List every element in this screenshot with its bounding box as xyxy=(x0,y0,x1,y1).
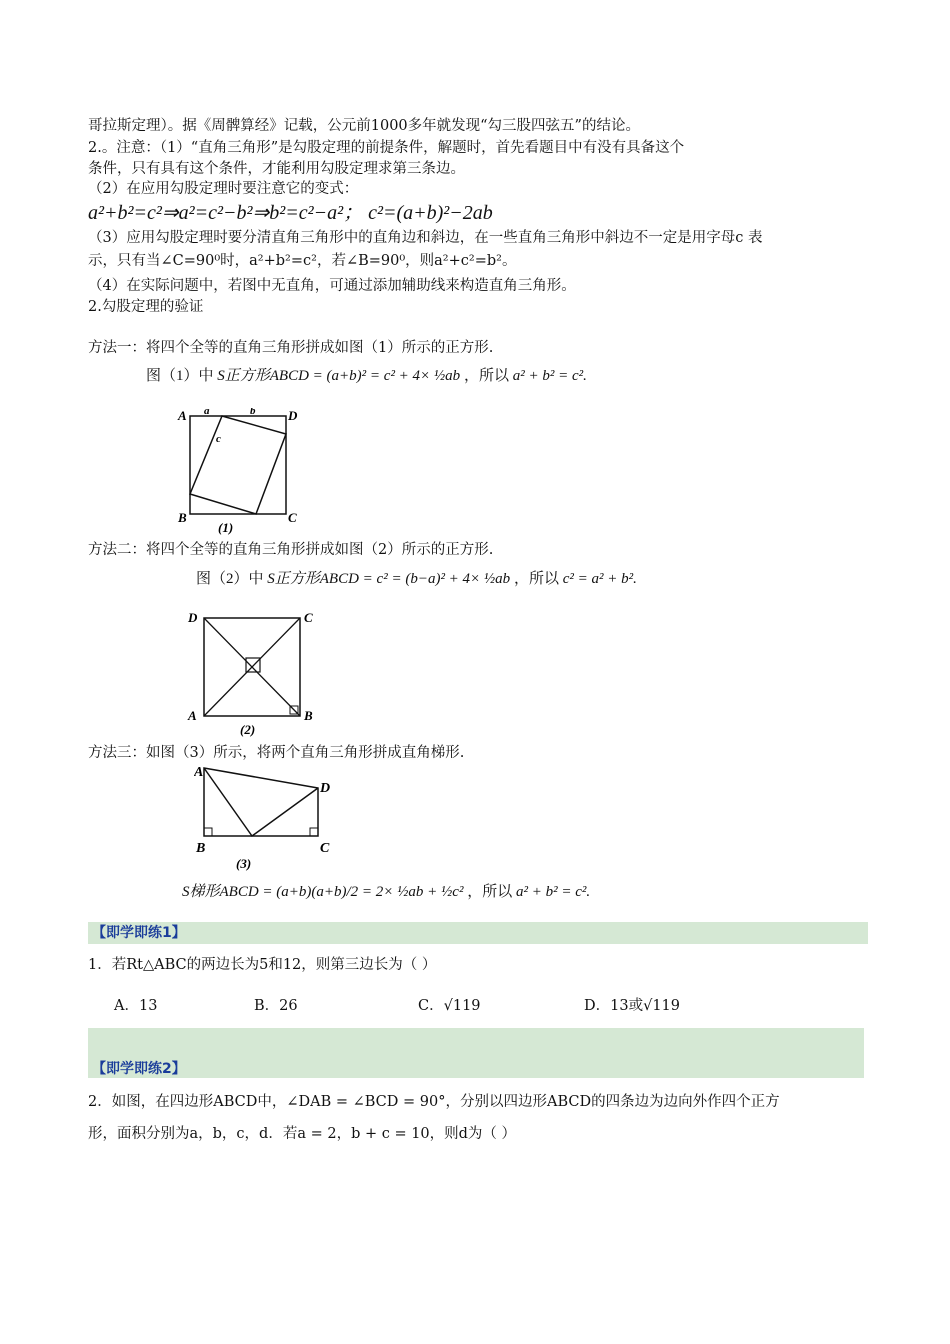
figure-2-label-A: A xyxy=(188,708,197,723)
intro-line-8: （4）在实际问题中，若图中无直角，可通过添加辅助线来构造直角三角形。 xyxy=(88,278,576,294)
figure-1-label-B: B xyxy=(178,510,187,525)
figure-2-caption: (2) xyxy=(240,722,256,737)
method1-formula-prefix: 图（1）中 xyxy=(146,368,214,384)
method2-text: 方法二：将四个全等的直角三角形拼成如图（2）所示的正方形. xyxy=(88,542,494,558)
option-b-letter: B． xyxy=(254,998,280,1014)
intro-line-4: （2）在应用勾股定理时要注意它的变式： xyxy=(88,181,359,197)
option-b-value: 26 xyxy=(279,998,298,1014)
figure-3 xyxy=(194,764,344,872)
practice2-band-label: 【即学即练2】 xyxy=(92,1061,186,1077)
figure-1-inner-square xyxy=(190,416,286,514)
method3-formula-main: S梯形ABCD = (a+b)(a+b)/2 = 2× ½ab + ½c² xyxy=(182,884,464,900)
intro-line-1: 哥拉斯定理）。据《周髀算经》记载，公元前1000多年就发现“勾三股四弦五”的结论。 xyxy=(88,118,640,134)
figure-3-label-C: C xyxy=(320,841,330,856)
figure-3-label-D: D xyxy=(320,781,331,796)
practice2-line-1: 2．如图，在四边形ABCD中，∠DAB = ∠BCD = 90°，分别以四边形ABCD的四条边为边向外作四个正方 xyxy=(88,1094,780,1110)
practice1-band: 【即学即练1】 xyxy=(88,922,868,944)
figure-2-label-D: D xyxy=(188,610,198,625)
practice1-option-a[interactable] xyxy=(114,994,157,1015)
figure-2-label-C: C xyxy=(304,610,313,625)
figure-1-caption: (1) xyxy=(218,520,234,535)
method1-formula-suffix: ，所以 xyxy=(463,368,509,384)
section-title-verification: 2.勾股定理的验证 xyxy=(88,299,204,315)
figure-1-hyp-c: c xyxy=(216,433,221,445)
figure-1-side-b: b xyxy=(250,408,256,417)
option-d-letter: D． xyxy=(584,998,611,1014)
option-a-letter: A． xyxy=(114,998,139,1014)
figure-3-right-angle-c xyxy=(310,828,318,836)
practice1-option-b[interactable] xyxy=(254,994,298,1015)
figure-1-side-a: a xyxy=(204,408,210,417)
method1-formula xyxy=(146,364,587,385)
practice1-question: 1．若Rt△ABC的两边长为5和12，则第三边长为（ ） xyxy=(88,957,437,973)
figure-1-label-A: A xyxy=(178,408,187,423)
practice2-band xyxy=(88,1028,864,1078)
variant-formula: a²+b²=c²⇒a²=c²−b²⇒b²=c²−a²； c²=(a+b)²−2ab xyxy=(88,202,493,224)
figure-1-label-C: C xyxy=(288,510,297,525)
figure-3-right-angle-b xyxy=(204,828,212,836)
practice2-line-2: 形，面积分别为a，b，c，d．若a = 2，b + c = 10，则d为（ ） xyxy=(88,1126,517,1142)
figure-2-label-B: B xyxy=(304,708,313,723)
figure-3-caption: (3) xyxy=(236,856,252,871)
figure-1 xyxy=(174,408,304,538)
option-d-value: 13或√119 xyxy=(610,998,681,1014)
option-a-value: 13 xyxy=(138,998,158,1014)
intro-line-7: 示，只有当∠C=90⁰时，a²+b²=c²，若∠B=90⁰，则a²+c²=b²。 xyxy=(88,253,517,269)
method1-formula-main: S正方形ABCD = (a+b)² = c² + 4× ½ab xyxy=(217,368,461,384)
method2-formula-prefix: 图（2）中 xyxy=(196,571,264,587)
figure-1-label-D: D xyxy=(288,408,298,423)
method2-formula-main: S正方形ABCD = c² = (b−a)² + 4× ½ab xyxy=(267,571,511,587)
intro-line-6: （3）应用勾股定理时要分清直角三角形中的直角边和斜边，在一些直角三角形中斜边不一定是用字母c 表 xyxy=(88,230,763,246)
practice1-option-c[interactable] xyxy=(418,994,481,1015)
method2-formula xyxy=(196,567,637,588)
method2-conclusion: c² = a² + b². xyxy=(562,571,637,587)
method1-conclusion: a² + b² = c². xyxy=(512,368,587,384)
figure-2 xyxy=(184,608,324,738)
method3-formula-suffix: ，所以 xyxy=(467,884,513,900)
figure-3-label-B: B xyxy=(196,841,206,856)
method1-text: 方法一：将四个全等的直角三角形拼成如图（1）所示的正方形. xyxy=(88,340,494,356)
intro-line-3: 条件，只有具有这个条件，才能利用勾股定理求第三条边。 xyxy=(88,161,465,177)
figure-3-label-A: A xyxy=(194,765,204,780)
practice1-option-d[interactable] xyxy=(584,994,680,1015)
method3-text: 方法三：如图（3）所示，将两个直角三角形拼成直角梯形. xyxy=(88,745,465,761)
intro-line-2: 2.。注意：（1）“直角三角形”是勾股定理的前提条件，解题时，首先看题目中有没有具备这个 xyxy=(88,140,685,156)
method3-conclusion: a² + b² = c². xyxy=(515,884,591,900)
figure-3-trapezoid xyxy=(204,768,318,836)
option-c-value: √119 xyxy=(443,998,481,1014)
option-c-letter: C． xyxy=(418,998,444,1014)
method2-formula-suffix: ，所以 xyxy=(513,571,559,587)
method3-formula xyxy=(182,880,590,901)
